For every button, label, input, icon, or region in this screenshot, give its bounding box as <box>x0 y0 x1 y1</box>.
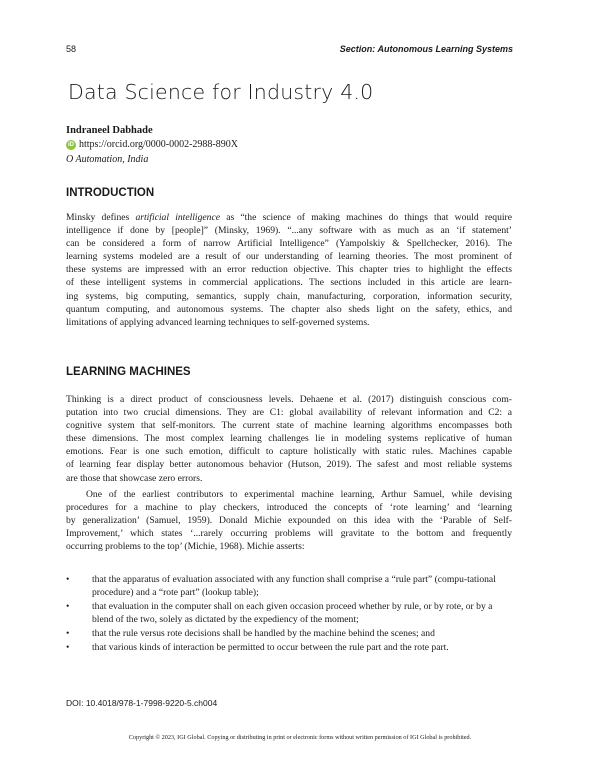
list-item: • that various kinds of interaction be permitted to occur between the rule part and the rote part. <box>66 642 449 654</box>
doi: DOI: 10.4018/978-1-7998-9220-5.ch004 <box>66 698 218 708</box>
author-name: Indraneel Dabhade <box>66 125 153 136</box>
list-item: • that the apparatus of evaluation associated with any function shall comprise a “rule part” (compu-tational procedure) and a “rote part” (lookup table); <box>66 574 496 599</box>
learning-machines-paragraph-2 <box>66 488 512 553</box>
text-line: these systems are impressed with an error reduction objective. This chapter tries to highlight the effects <box>66 264 512 276</box>
text-line: ing systems, big computing, semantics, supply chain, manufacturing, corporation, information security, <box>66 290 512 302</box>
text-line: Thinking is a direct product of consciousness levels. Dehaene et al. (2017) distinguish conscious com- <box>66 394 512 405</box>
text-line: are those that showcase zero errors. <box>66 472 203 484</box>
text-line: cognitive system that self-monitors. The current state of machine learning algorithms encompasses both <box>66 420 512 432</box>
chapter-title: Data Science for Industry 4.0 <box>68 80 374 104</box>
copyright-notice: Copyright © 2023, IGI Global. Copying or distributing in print or electronic forms without written permission of IGI Global is prohibited. <box>128 734 472 741</box>
author-affiliation: O Automation, India <box>66 154 149 165</box>
michie-assertions-list <box>66 573 512 656</box>
bullet-icon: • <box>66 601 70 613</box>
text-line: by generalization’ (Samuel, 1959). Donald Michie expounded on this idea with the ‘Parable of Self- <box>66 515 512 527</box>
list-item: • that the rule versus rote decisions shall be handled by the machine behind the scenes; and <box>66 628 435 640</box>
learning-machines-heading: LEARNING MACHINES <box>66 366 191 378</box>
text-line: can be considered a form of narrow Artificial Intelligence” (Yampolskiy & Spellchecker, 2016). The <box>66 238 512 250</box>
text-line: Improvement,’ which states ‘...rarely occurring problems will gravitate to the bottom and frequently <box>66 528 512 540</box>
text-line: occurring problems to the top’ (Michie, 1968). Michie asserts: <box>66 541 305 553</box>
text-line: quantum computing, and autonomous systems. The chapter also sheds light on the safety, ethics, and <box>66 303 512 315</box>
text-line: procedures for a machine to play checkers, introduced the concepts of ‘rote learning’ and ‘learning <box>66 502 512 514</box>
text-line: putation into two crucial dimensions. They are C1: global availability of relevant information and C2: a <box>66 407 512 419</box>
text-line: learning systems modeled are a result of our understanding of learning theories. The most prominent of <box>66 251 512 263</box>
page-number: 58 <box>66 44 77 54</box>
text-line: of these intelligent systems in commercial applications. The sections included in this article are learn- <box>66 277 512 289</box>
orcid-row <box>66 139 238 150</box>
introduction-paragraph <box>66 211 512 329</box>
text-line: intelligence if done by [people]” (Minsky, 1969). “...any software with as much as an ‘if statement’ <box>66 225 512 237</box>
text-line: emotions. Fear is one such emotion, difficult to capture holistically with static rules. Machines capable <box>66 446 512 458</box>
orcid-icon: iD <box>68 141 74 148</box>
bullet-icon: • <box>66 642 70 654</box>
text-line: One of the earliest contributors to experimental machine learning, Arthur Samuel, while devising <box>86 489 512 500</box>
introduction-heading: INTRODUCTION <box>66 187 155 199</box>
list-item: • that evaluation in the computer shall on each given occasion proceed whether by rule, or by rote, or by a blend of the two, solely as dictated by the expediency of the moment; <box>66 601 493 626</box>
text-line: of learning fear display better autonomous behavior (Hutson, 2019). The safest and most reliable systems <box>66 459 512 471</box>
section-header: Section: Autonomous Learning Systems <box>339 44 513 54</box>
orcid-link[interactable]: https://orcid.org/0000-0002-2988-890X <box>79 139 238 150</box>
bullet-icon: • <box>66 628 70 640</box>
text-line: limitations of applying advanced learning techniques to self-governed systems. <box>66 316 370 328</box>
bullet-icon: • <box>66 574 70 585</box>
text-line: Minsky defines artificial intelligence as “the science of making machines do things that would require <box>66 212 512 223</box>
learning-machines-paragraph-1 <box>66 393 512 485</box>
text-line: these dimensions. The most complex learning challenges lie in modeling systems replicative of human <box>66 433 512 445</box>
